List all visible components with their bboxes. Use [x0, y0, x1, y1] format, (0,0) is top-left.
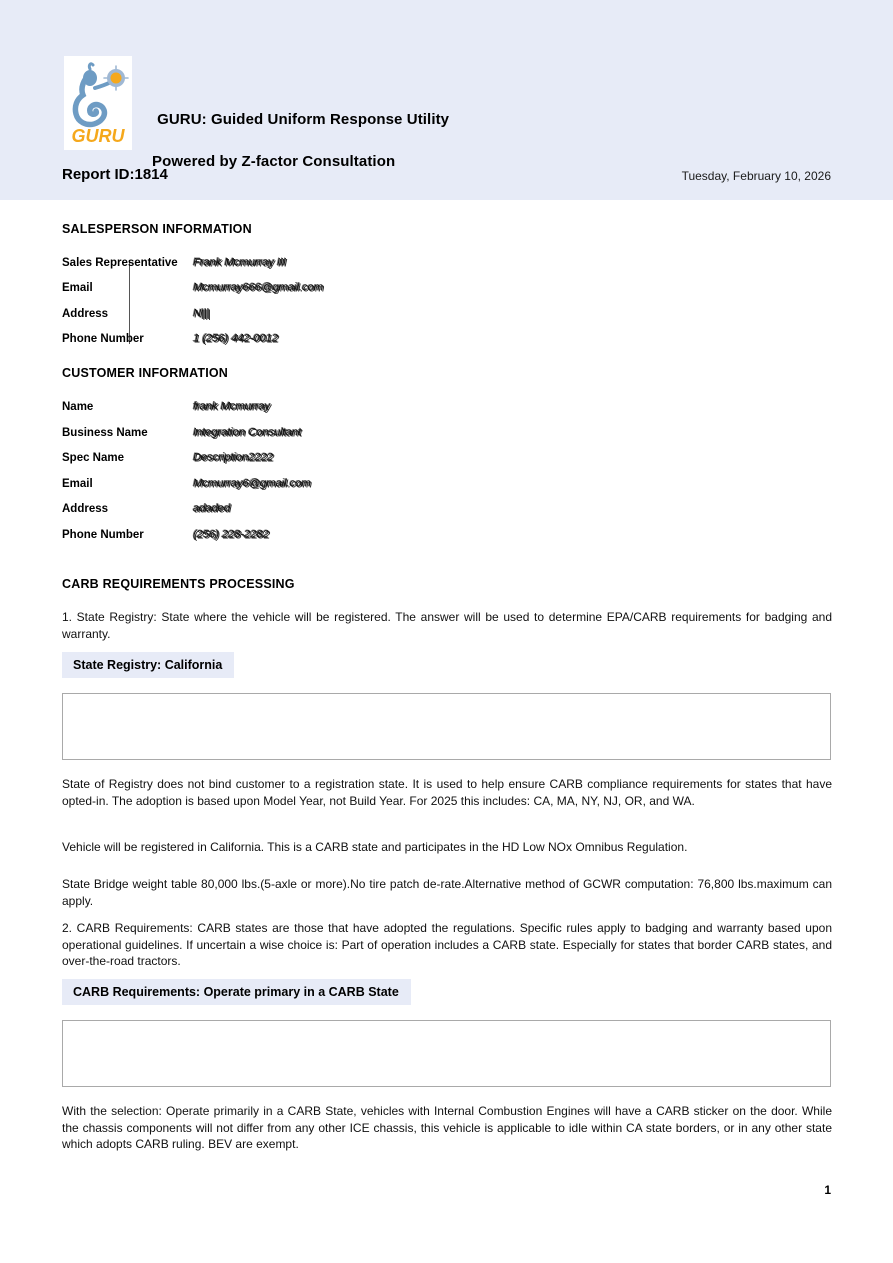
report-header-band: [0, 0, 893, 200]
carb-requirements-answer-chip[interactable]: CARB Requirements: Operate primary in a CARB State: [62, 979, 411, 1005]
field-value: Integration Consultant: [193, 427, 302, 439]
field-customer-spec-name: [62, 452, 462, 470]
salesperson-section-title: SALESPERSON INFORMATION: [62, 222, 252, 236]
field-customer-email: [62, 478, 462, 496]
field-value: N|||: [193, 308, 210, 320]
brand-line-1: GURU: Guided Uniform Response Utility: [157, 111, 450, 128]
field-salesperson-phone: [62, 333, 462, 351]
field-customer-name: [62, 401, 462, 419]
field-label: Email: [62, 478, 93, 490]
customer-section-title: CUSTOMER INFORMATION: [62, 366, 229, 380]
field-label: Address: [62, 308, 109, 320]
field-label: Address: [62, 503, 109, 515]
report-id: Report ID:1814: [62, 166, 168, 183]
svg-text:GURU: GURU: [71, 126, 125, 146]
brand-title: [140, 88, 449, 214]
guru-genie-icon: [64, 56, 132, 150]
carb-question-2: 2. CARB Requirements: CARB states are those that have adopted the regulations. Specific rules apply to badging and warranty based upon operational guidelines. If uncertain a wise choice is: Part of operation includes a CARB state. Especially for states that border CARB states, and over-the-road tractors.: [62, 921, 832, 968]
field-label: Name: [62, 401, 94, 413]
field-value: adaded: [193, 503, 231, 515]
field-label: Business Name: [62, 427, 148, 439]
field-value: (256) 228-2282: [193, 529, 269, 541]
carb-note-4: With the selection: Operate primarily in a CARB State, vehicles with Internal Combustion Engines will have a CARB sticker on the door. While the chassis components will not differ from any other ICE chassis, this vehicle is applicable to idle within CA state borders, or in any other state which adopts CARB ruling. BEV are exempt.: [62, 1104, 832, 1151]
guru-logo: [64, 56, 132, 150]
carb-note-3: State Bridge weight table 80,000 lbs.(5-axle or more).No tire patch de-rate.Alternative method of GCWR computation: 76,800 lbs.maximum can apply.: [62, 877, 832, 908]
page-number: 1: [824, 1183, 831, 1197]
field-label: Spec Name: [62, 452, 125, 464]
field-sales-representative: [62, 257, 462, 275]
field-value: 1 (256) 442-0012: [193, 333, 279, 345]
field-label: Sales Representative: [62, 257, 178, 269]
carb-note-2: Vehicle will be registered in California. This is a CARB state and participates in the HD Low NOx Omnibus Regulation.: [62, 840, 688, 854]
field-value: Mcmurray666@gmail.com: [193, 282, 324, 294]
field-label: Email: [62, 282, 93, 294]
field-customer-address: [62, 503, 462, 521]
state-registry-answer-chip[interactable]: State Registry: California: [62, 652, 234, 678]
carb-section-title: CARB REQUIREMENTS PROCESSING: [62, 577, 295, 591]
field-salesperson-email: [62, 282, 462, 300]
field-label: Phone Number: [62, 333, 144, 345]
report-date: Tuesday, February 10, 2026: [681, 169, 831, 183]
field-value: frank Mcmurray: [193, 401, 271, 413]
field-customer-phone: [62, 529, 462, 547]
field-value: Description2222: [193, 452, 274, 464]
field-label: Phone Number: [62, 529, 144, 541]
field-value: Frank Mcmurray III: [193, 257, 286, 269]
field-value: Mcmurray6@gmail.com: [193, 478, 311, 490]
carb-question-1: 1. State Registry: State where the vehicle will be registered. The answer will be used to determine EPA/CARB requirements for badging and warranty.: [62, 610, 832, 641]
carb-requirements-comment-box[interactable]: [62, 1020, 831, 1087]
carb-note-1: State of Registry does not bind customer to a registration state. It is used to help ensure CARB compliance requirements for states that have opted-in. The adoption is based upon Model Year, not Build Year. For 2025 this includes: CA, MA, NY, NJ, OR, and WA.: [62, 777, 832, 808]
field-customer-business-name: [62, 427, 462, 445]
state-registry-comment-box[interactable]: [62, 693, 831, 760]
field-salesperson-address: [62, 308, 462, 326]
brand-line-2: Powered by Z-factor Consultation: [152, 153, 396, 170]
